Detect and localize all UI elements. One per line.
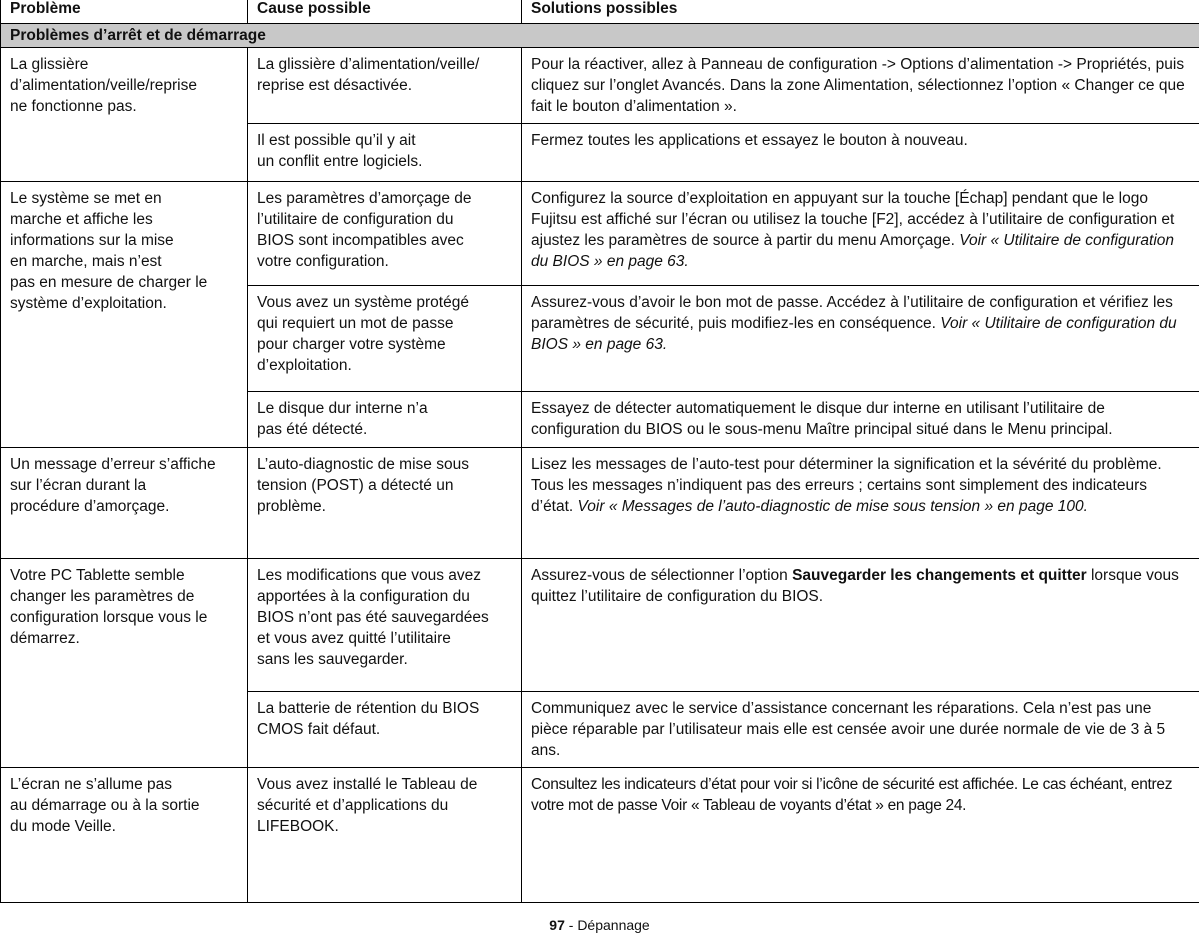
solution-cell: Fermez toutes les applications et essayez le bouton à nouveau.: [522, 124, 1199, 182]
table-row: [1, 182, 1199, 286]
solution-cell: [522, 559, 1199, 692]
solution-cell: Pour la réactiver, allez à Panneau de configuration -> Options d’alimentation -> Propriétés, puis cliquez sur l’onglet Avancés. Dans la zone Alimentation, sélectionnez l’option « Changer ce que fait le bouton d’alimentation ».: [522, 48, 1199, 124]
cross-reference-link[interactable]: Voir « Messages de l’auto-diagnostic de mise sous tension » en page 100.: [577, 498, 1088, 515]
page-footer: [0, 916, 1199, 934]
cause-cell: Il est possible qu’il y ait un conflit entre logiciels.: [248, 124, 522, 182]
table-row: [1, 559, 1199, 692]
cause-cell: Le disque dur interne n’a pas été détecté.: [248, 392, 522, 448]
solution-text: Lisez les messages de l’auto-test pour déterminer la signification et la sévérité du problème. Tous les messages n’indiquent pas des erreurs ; certains sont simplement des indicateurs d’état.: [531, 456, 1162, 515]
solution-text: Assurez-vous d’avoir le bon mot de passe. Accédez à l’utilitaire de configuration et vérifiez les paramètres de sécurité, puis modifiez-les en conséquence.: [531, 294, 1173, 332]
table-header: [1, 0, 1199, 24]
cause-cell: Les paramètres d’amorçage de l’utilitaire de configuration du BIOS sont incompatibles avec votre configuration.: [248, 182, 522, 286]
problem-cell: Le système se met en marche et affiche les informations sur la mise en marche, mais n’est pas en mesure de charger le système d’exploitation.: [1, 182, 248, 448]
footer-section: Dépannage: [577, 917, 650, 933]
problem-cell: L’écran ne s’allume pas au démarrage ou à la sortie du mode Veille.: [1, 768, 248, 903]
solution-cell: Essayez de détecter automatiquement le disque dur interne en utilisant l’utilitaire de configuration du BIOS ou le sous-menu Maître principal situé dans le Menu principal.: [522, 392, 1199, 448]
cause-cell: Vous avez installé le Tableau de sécurité et d’applications du LIFEBOOK.: [248, 768, 522, 903]
cause-cell: La batterie de rétention du BIOS CMOS fait défaut.: [248, 692, 522, 768]
table-row: [1, 448, 1199, 559]
solution-text: Assurez-vous de sélectionner l’option: [531, 567, 793, 584]
problem-cell: Un message d’erreur s’affiche sur l’écran durant la procédure d’amorçage.: [1, 448, 248, 559]
cross-reference-link[interactable]: Voir « Utilitaire de configuration du BIOS » en page 63.: [531, 315, 1177, 353]
section-title: Problèmes d’arrêt et de démarrage: [1, 24, 1199, 48]
problem-cell: La glissière d’alimentation/veille/reprise ne fonctionne pas.: [1, 48, 248, 182]
option-name: Sauvegarder les changements et quitter: [792, 567, 1087, 584]
table-row: [1, 768, 1199, 903]
cause-cell: Vous avez un système protégé qui requiert un mot de passe pour charger votre système d’exploitation.: [248, 286, 522, 392]
header-solutions: Solutions possibles: [522, 0, 1199, 24]
header-problem: Problème: [1, 0, 248, 24]
table-row: [1, 48, 1199, 124]
header-cause: Cause possible: [248, 0, 522, 24]
page-number: 97: [549, 917, 565, 933]
problem-cell: Votre PC Tablette semble changer les paramètres de configuration lorsque vous le démarrez.: [1, 559, 248, 768]
solution-cell: [522, 448, 1199, 559]
solution-cell: Consultez les indicateurs d’état pour voir si l’icône de sécurité est affichée. Le cas échéant, entrez votre mot de passe Voir « Tableau de voyants d’état » en page 24.: [522, 768, 1199, 903]
cause-cell: La glissière d’alimentation/veille/ reprise est désactivée.: [248, 48, 522, 124]
solution-cell: [522, 182, 1199, 286]
section-row: [1, 24, 1199, 48]
footer-separator: -: [564, 917, 578, 933]
solution-cell: Communiquez avec le service d’assistance concernant les réparations. Cela n’est pas une pièce réparable par l’utilisateur mais elle est censée avoir une durée normale de vie de 3 à 5 ans.: [522, 692, 1199, 768]
solution-text: Configurez la source d’exploitation en appuyant sur la touche [Échap] pendant que le logo Fujitsu est affiché sur l’écran ou utilisez la touche [F2], accédez à l’utilitaire de configuration et ajustez les paramètres de source à partir du menu Amorçage.: [531, 190, 1175, 249]
solution-text: lorsque vous quittez l’utilitaire de configuration du BIOS.: [531, 567, 1179, 605]
cross-reference-link[interactable]: Voir « Utilitaire de configuration du BIOS » en page 63.: [531, 232, 1175, 270]
solution-cell: [522, 286, 1199, 392]
cause-cell: Les modifications que vous avez apportées à la configuration du BIOS n’ont pas été sauvegardées et vous avez quitté l’utilitaire sans les sauvegarder.: [248, 559, 522, 692]
cause-cell: L’auto-diagnostic de mise sous tension (POST) a détecté un problème.: [248, 448, 522, 559]
